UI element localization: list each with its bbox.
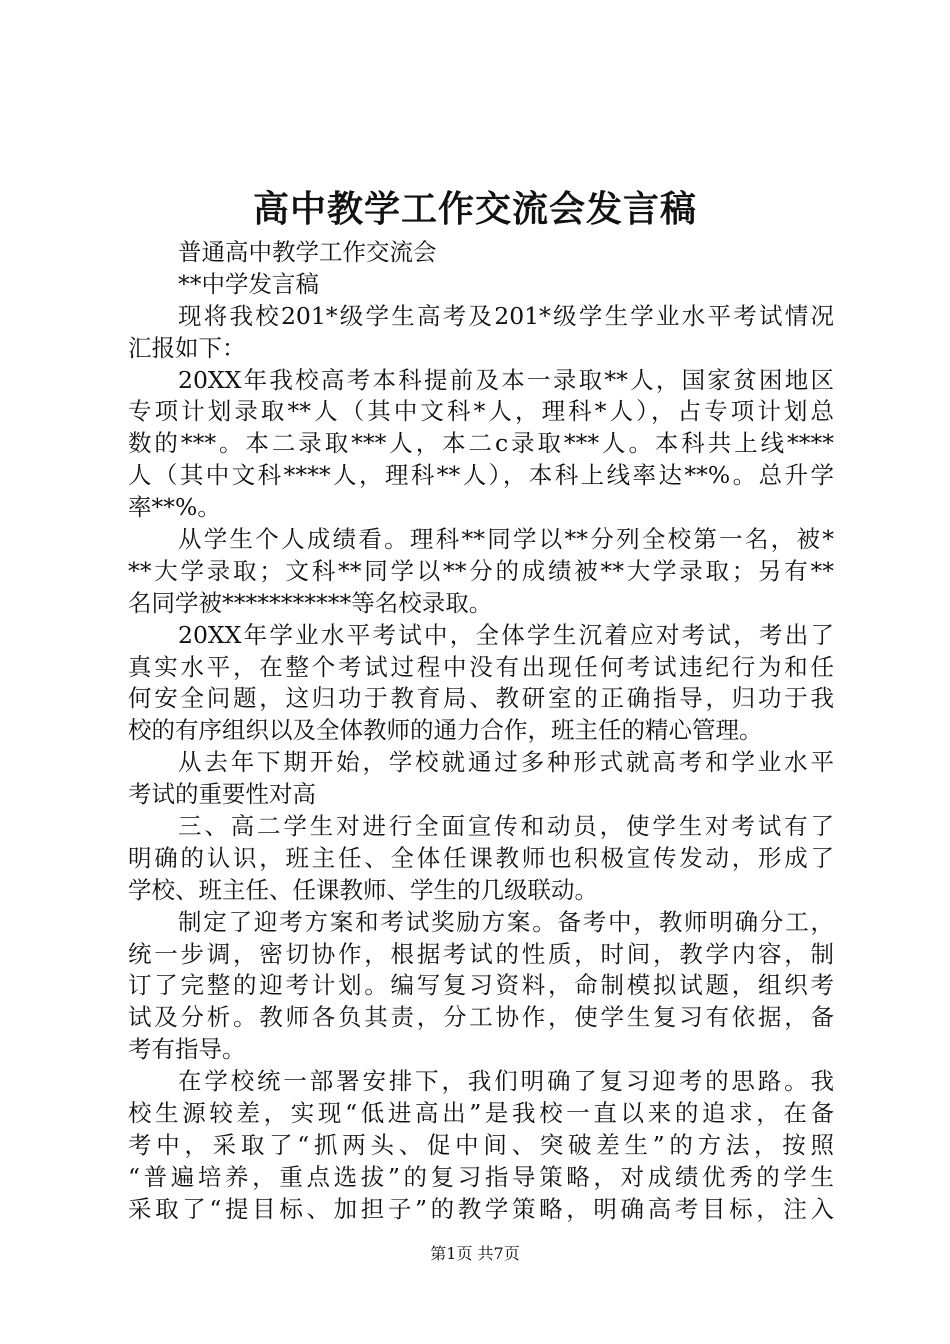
- text-line: 20XX年我校高考本科提前及本一录取**人，国家贫困地区: [178, 365, 834, 394]
- text-line: 何安全问题，这归功于教育局、教研室的正确指导，归功于我: [128, 684, 834, 713]
- text-line: 明确的认识，班主任、全体任课教师也积极宣传发动，形成了: [128, 843, 834, 872]
- text-line: 订了完整的迎考计划。编写复习资料，命制模拟试题，组织考: [128, 971, 834, 1000]
- text-line: 率**%。: [128, 493, 221, 522]
- text-line: 三、高二学生对进行全面宣传和动员，使学生对考试有了: [178, 812, 834, 841]
- text-line: **中学发言稿: [178, 269, 319, 298]
- document-title: 高中教学工作交流会发言稿: [252, 188, 697, 230]
- text-line: 汇报如下：: [128, 333, 246, 362]
- text-line: 统一步调，密切协作，根据考试的性质，时间，教学内容，制: [128, 939, 834, 968]
- text-line: 考试的重要性对高: [128, 780, 316, 809]
- text-line: 真实水平，在整个考试过程中没有出现任何考试违纪行为和任: [128, 652, 834, 681]
- text-line: 人（其中文科****人，理科**人），本科上线率达**%。总升学: [128, 461, 834, 490]
- text-line: 专项计划录取**人（其中文科*人，理科*人），占专项计划总: [128, 397, 834, 426]
- text-line: 制定了迎考方案和考试奖励方案。备考中，教师明确分工，: [178, 907, 834, 936]
- text-line: 20XX年学业水平考试中，全体学生沉着应对考试，考出了: [178, 620, 834, 649]
- text-line: 在学校统一部署安排下，我们明确了复习迎考的思路。我: [178, 1067, 834, 1096]
- text-line: 考有指导。: [128, 1035, 246, 1064]
- text-line: 考中，采取了“抓两头、促中间、突破差生”的方法，按照: [128, 1130, 834, 1159]
- text-line: 采取了“提目标、加担子”的教学策略，明确高考目标，注入: [128, 1194, 834, 1223]
- text-line: 校生源较差，实现“低进高出”是我校一直以来的追求，在备: [128, 1099, 834, 1128]
- text-line: 从学生个人成绩看。理科**同学以**分列全校第一名，被*: [178, 525, 834, 554]
- text-line: “普遍培养，重点选拔”的复习指导策略，对成绩优秀的学生: [128, 1162, 834, 1191]
- text-line: 现将我校201*级学生高考及201*级学生学业水平考试情况: [178, 301, 834, 330]
- text-line: 普通高中教学工作交流会: [178, 238, 437, 266]
- text-line: 数的***。本二录取***人，本二c录取***人。本科共上线****: [128, 429, 834, 458]
- text-line: **大学录取；文科**同学以**分的成绩被**大学录取；另有**: [128, 556, 834, 585]
- document-body: [128, 237, 834, 1226]
- text-line: 学校、班主任、任课教师、学生的几级联动。: [128, 875, 598, 904]
- page-footer: 第1页 共7页: [430, 1244, 520, 1263]
- text-line: 校的有序组织以及全体教师的通力合作，班主任的精心管理。: [128, 716, 763, 745]
- text-line: 从去年下期开始，学校就通过多种形式就高考和学业水平: [178, 748, 834, 777]
- text-line: 试及分析。教师各负其责，分工协作，使学生复习有依据，备: [128, 1003, 834, 1032]
- text-line: 名同学被***********等名校录取。: [128, 588, 493, 617]
